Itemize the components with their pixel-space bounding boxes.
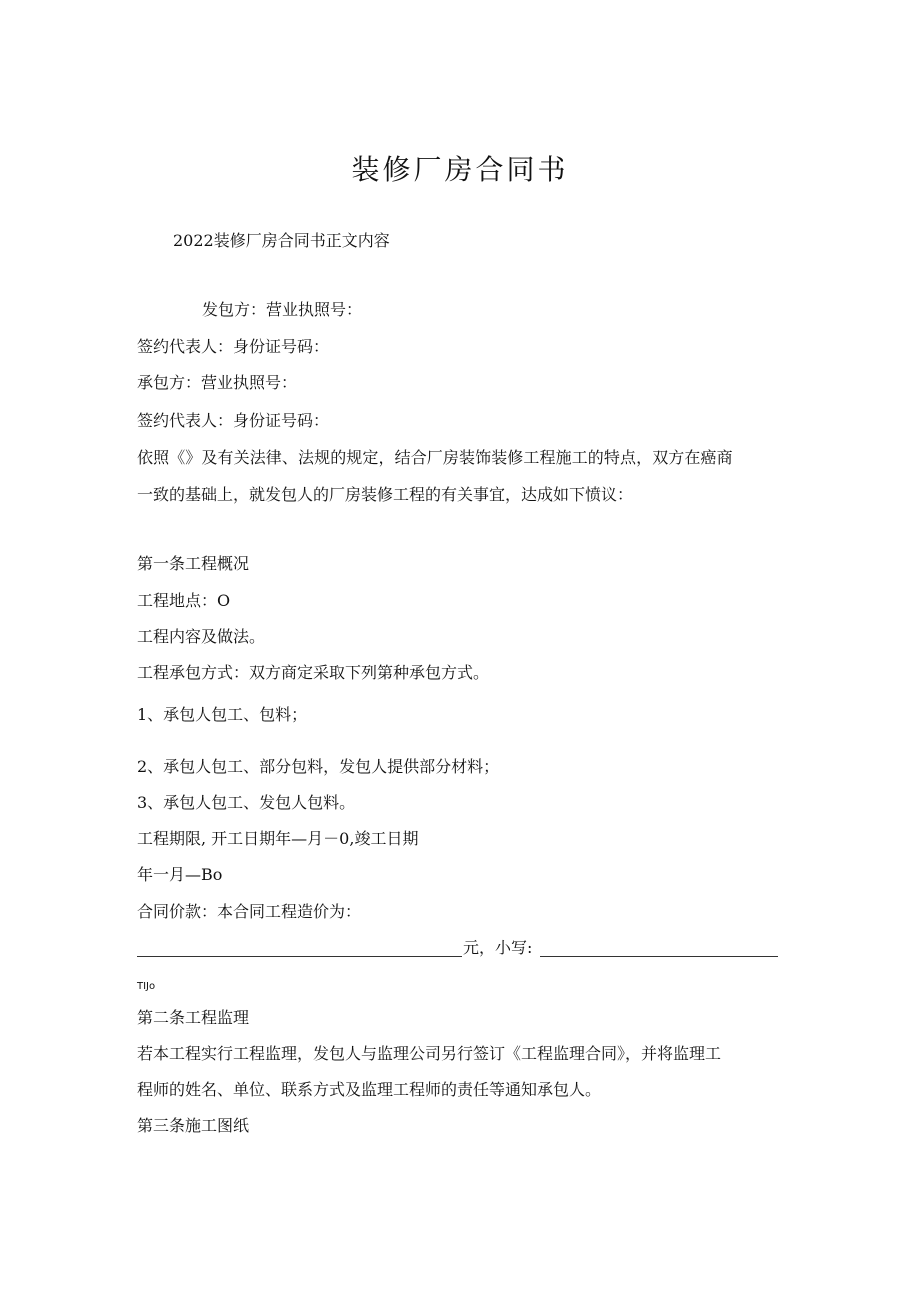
project-period-line-1: 工程期限, 开工日期年—月－0,竣工日期 (137, 829, 419, 848)
project-location: 工程地点：O (137, 591, 231, 610)
amount-blank-lowercase (540, 956, 778, 957)
method-option-3: 3、承包人包工、发包人包料。 (137, 793, 356, 812)
method-option-1: 1、承包人包工、包料； (137, 705, 308, 724)
method-option-2: 2、承包人包工、部分包料，发包人提供部分材料； (137, 757, 500, 776)
contract-price: 合同价款：本合同工程造价为： (137, 902, 362, 921)
article2-body-line-2: 程师的姓名、单位、联系方式及监理工程师的责任等通知承包人。 (137, 1080, 602, 1099)
employer-line: 发包方：营业执照号： (202, 300, 363, 319)
subtitle: 2022装修厂房合同书正文内容 (173, 231, 390, 250)
page-title: 装修厂房合同书 (351, 153, 569, 186)
employer-rep-line: 签约代表人：身份证号码： (137, 337, 330, 356)
tiny-mark: TIJo (137, 981, 156, 992)
article1-heading: 第一条工程概况 (137, 554, 250, 573)
amount-blank-uppercase (137, 956, 462, 957)
contractor-rep-line: 签约代表人：身份证号码： (137, 411, 330, 430)
contractor-line: 承包方：营业执照号： (137, 373, 298, 392)
preamble-line-2: 一致的基础上，就发包人的厂房装修工程的有关事宜，达成如下愤议： (137, 485, 634, 504)
project-content: 工程内容及做法。 (137, 627, 266, 646)
preamble-line-1: 依照《》及有关法律、法规的规定，结合厂房装饰装修工程施工的特点，双方在癌商 (137, 448, 733, 467)
contract-method: 工程承包方式：双方商定采取下列第种承包方式。 (137, 663, 490, 682)
article3-heading: 第三条施工图纸 (137, 1116, 250, 1135)
project-period-line-2: 年一月—Bo (137, 865, 223, 884)
article2-body-line-1: 若本工程实行工程监理，发包人与监理公司另行签订《工程监理合同》，并将监理工 (137, 1044, 722, 1063)
amount-yuan-label: 元，小写: (463, 938, 533, 957)
article2-heading: 第二条工程监理 (137, 1008, 250, 1027)
